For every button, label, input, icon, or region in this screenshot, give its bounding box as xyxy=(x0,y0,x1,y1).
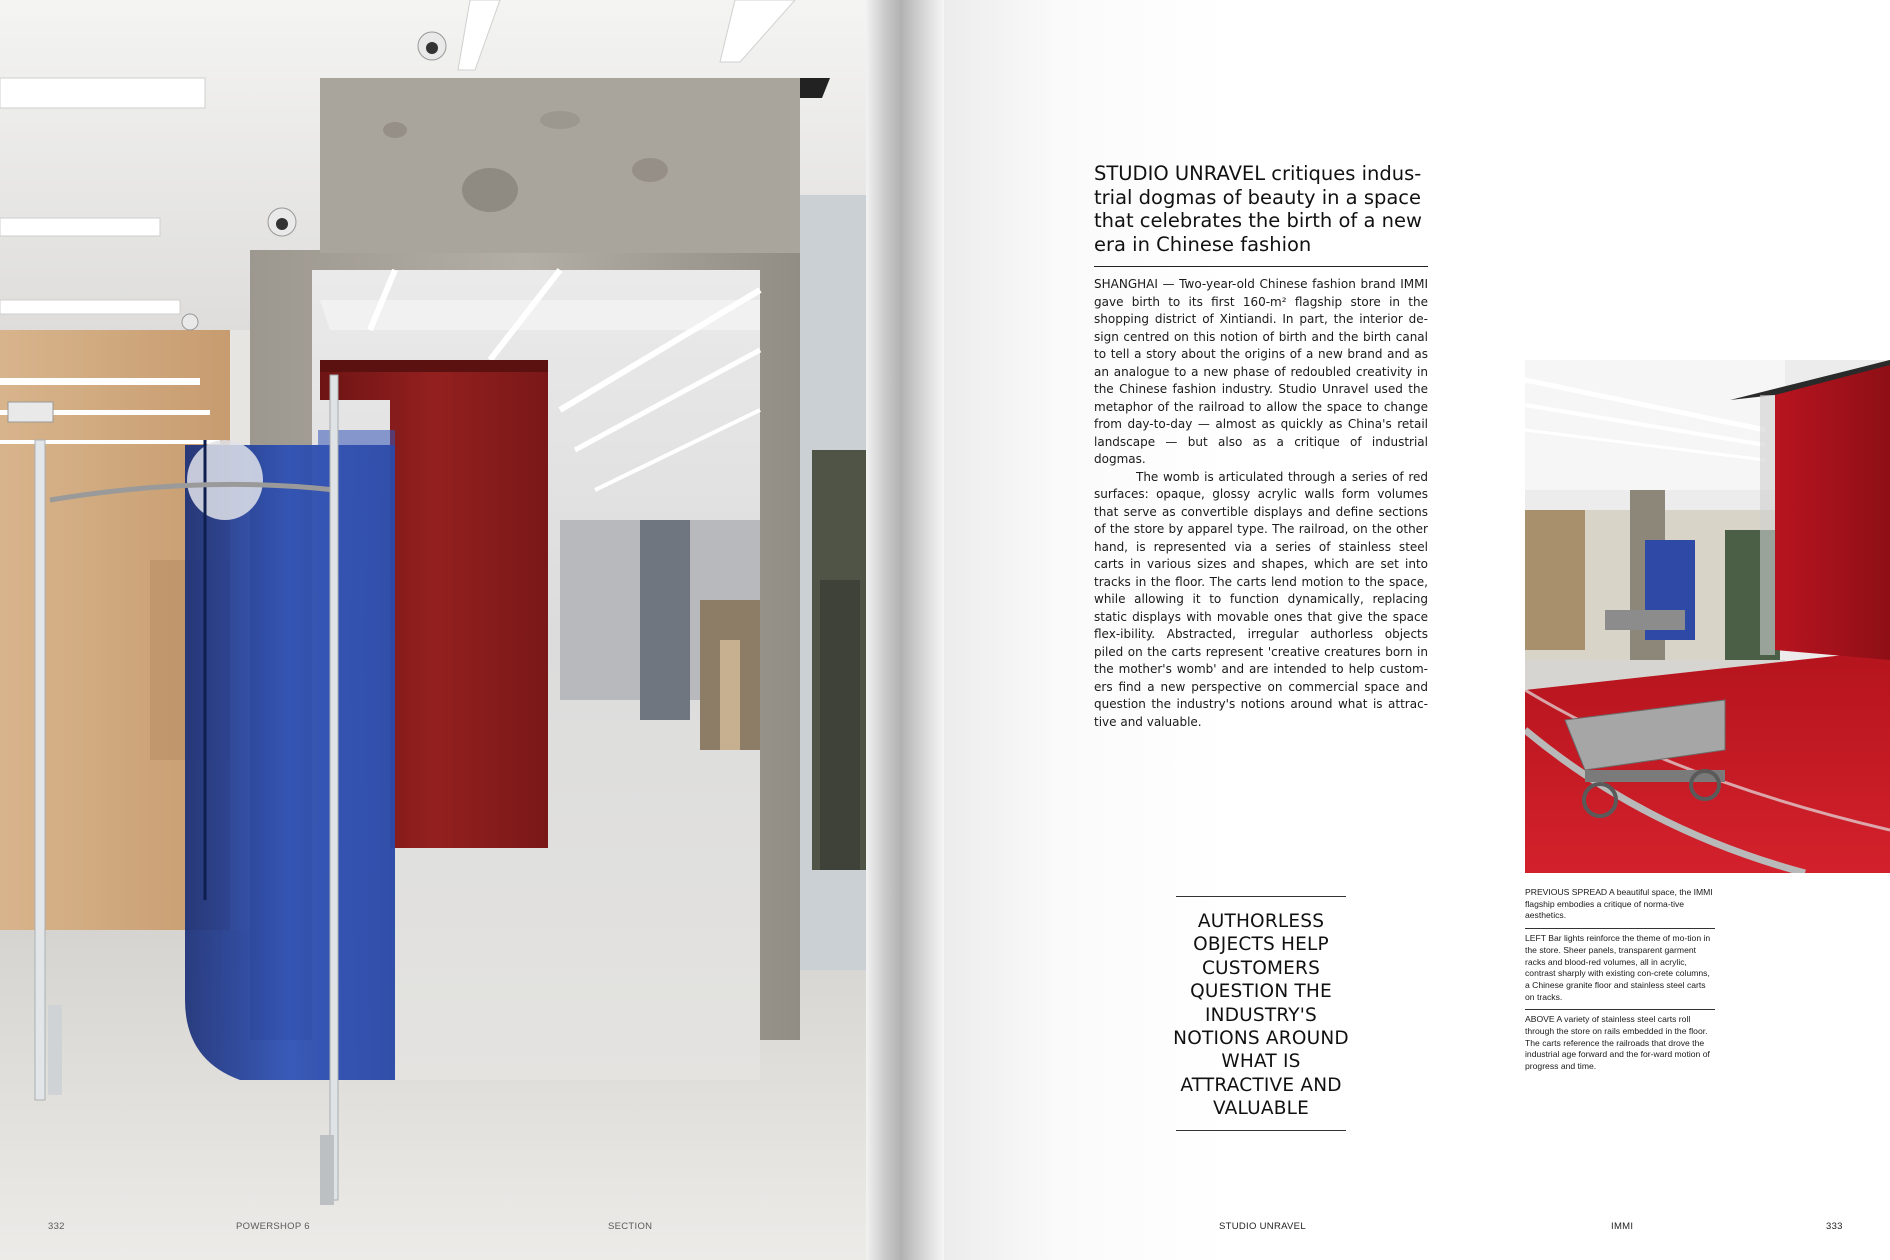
caption-rule xyxy=(1525,1009,1715,1010)
headline-rule xyxy=(1094,266,1428,267)
article-headline: STUDIO UNRAVEL critiques indus-trial dogmas of beauty in a space that celebrates the birth of a new era in Chinese fashion xyxy=(1094,162,1422,256)
store-cart-illustration xyxy=(1525,360,1890,873)
folio-magazine-title: POWERSHOP 6 xyxy=(236,1221,310,1232)
caption-left: LEFT Bar lights reinforce the theme of mo-tion in the store. Sheer panels, transparent garment racks and blood-red volumes, all in acrylic, contrast sharply with existing con-crete columns, a Chinese granite floor and stainless steel carts on tracks. xyxy=(1525,933,1711,1002)
caption-previous-spread: PREVIOUS SPREAD A beautiful space, the IMMI flagship embodies a critique of norma-tive aesthetics. xyxy=(1525,887,1713,921)
store-interior-illustration xyxy=(0,0,866,1260)
caption-above: ABOVE A variety of stainless steel carts roll through the store on rails embedded in the floor. The carts reference the railroads that drove the industrial age forward and the for-ward motion of progress and time. xyxy=(1525,1014,1710,1072)
right-page-photo xyxy=(1525,360,1890,873)
left-page-photo xyxy=(0,0,866,1260)
folio-section: SECTION xyxy=(608,1221,653,1232)
caption-rule xyxy=(1525,928,1715,929)
folio-right-page-number: 333 xyxy=(1826,1221,1843,1232)
photo-captions xyxy=(1525,887,1715,1073)
pullquote-rule-top xyxy=(1176,896,1346,897)
folio-studio: STUDIO UNRAVEL xyxy=(1219,1221,1306,1232)
body-paragraph: SHANGHAI — Two-year-old Chinese fashion brand IMMI gave birth to its first 160-m² flagship store in the shopping district of Xintiandi. In part, the interior de-sign centred on this notion of birth and the birth canal to tell a story about the origins of a new brand and as an analogue to a new phase of redoubled creativity in the Chinese fashion industry. Studio Unravel used the metaphor of the railroad to allow the space to change from day-to-day — almost as quickly as China's retail landscape — but also as a critique of industrial dogmas. xyxy=(1094,277,1428,466)
body-paragraph: The womb is articulated through a series of red surfaces: opaque, glossy acrylic walls form volumes that serve as convertible displays and define sections of the store by apparel type. The railroad, on the other hand, is represented via a series of stainless steel carts in various sizes and shapes, which are set into tracks in the floor. The carts lend motion to the space, while allowing it to function dynamically, replacing static displays with movable ones that give the space flex-ibility. Abstracted, irregular authorless objects piled on the carts represent 'creative creatures born in the mother's womb' and are intended to help custom-ers find a new perspective on commercial space and question the industry's notions around what is attrac-tive and valuable. xyxy=(1094,469,1428,729)
page-gutter xyxy=(866,0,944,1260)
article-body xyxy=(1094,276,1428,731)
folio-brand: IMMI xyxy=(1611,1221,1634,1232)
folio-left-page-number: 332 xyxy=(48,1221,65,1232)
pullquote-rule-bottom xyxy=(1176,1130,1346,1131)
pullquote: AUTHORLESS OBJECTS HELP CUSTOMERS QUESTION THE INDUSTRY'S NOTIONS AROUND WHAT IS ATTRACTIVE AND VALUABLE xyxy=(1173,911,1349,1120)
